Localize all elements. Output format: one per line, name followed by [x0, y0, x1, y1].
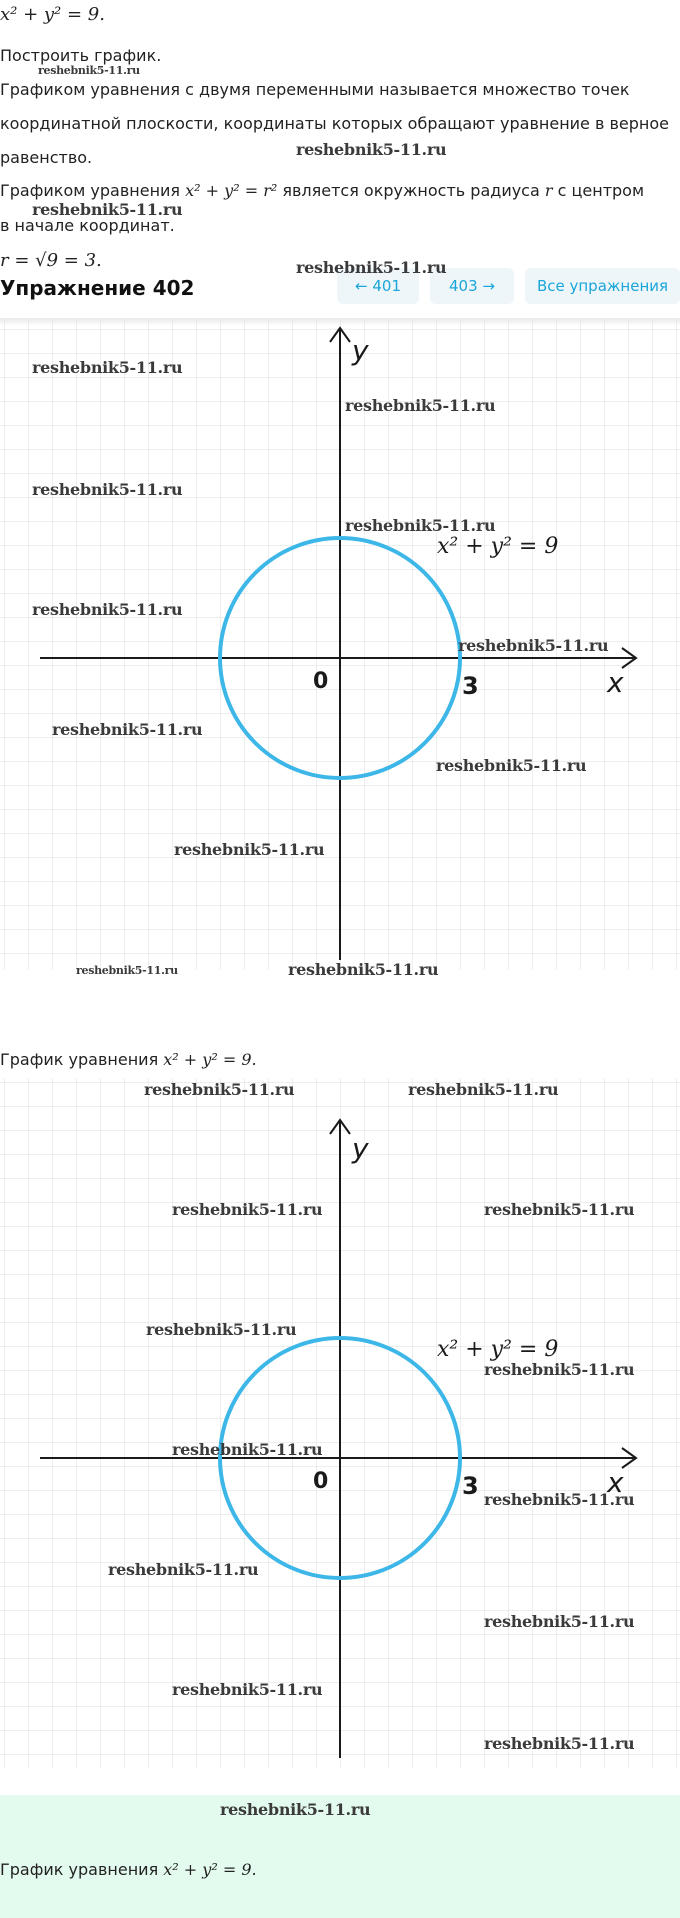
watermark: reshebnik5-11.ru [32, 480, 183, 499]
tick-label-3: 3 [462, 1472, 479, 1500]
watermark: reshebnik5-11.ru [146, 1320, 297, 1339]
definition-line-1: Графиком уравнения с двумя переменными называется множество точек [0, 80, 630, 99]
caption-2-prefix: График уравнения [0, 1860, 164, 1879]
watermark: reshebnik5-11.ru [38, 64, 140, 77]
watermark: reshebnik5-11.ru [172, 1440, 323, 1459]
watermark: reshebnik5-11.ru [408, 1080, 559, 1099]
origin-label: 0 [313, 1469, 329, 1494]
watermark: reshebnik5-11.ru [144, 1080, 295, 1099]
tick-label-3: 3 [462, 672, 479, 700]
watermark: reshebnik5-11.ru [484, 1490, 635, 1509]
caption-1-prefix: График уравнения [0, 1050, 164, 1069]
x-axis-label: x [607, 666, 624, 699]
circle-line-prefix: Графиком уравнения [0, 181, 186, 200]
circle-line-equation: x² + y² = r² [185, 181, 278, 200]
watermark: reshebnik5-11.ru [32, 200, 183, 219]
watermark: reshebnik5-11.ru [345, 396, 496, 415]
circle-definition-line-2: в начале координат. [0, 216, 175, 235]
watermark: reshebnik5-11.ru [32, 600, 183, 619]
watermark: reshebnik5-11.ru [296, 258, 447, 277]
watermark: reshebnik5-11.ru [32, 358, 183, 377]
circle-equation-label: x² + y² = 9 [437, 1337, 559, 1362]
watermark: reshebnik5-11.ru [436, 756, 587, 775]
watermark: reshebnik5-11.ru [76, 964, 178, 977]
x-axis-label: x [607, 1466, 624, 1499]
exercise-title: Упражнение 402 [0, 276, 195, 300]
next-exercise-button[interactable]: 403 → [430, 268, 514, 304]
prev-exercise-button[interactable]: ← 401 [337, 268, 419, 304]
definition-line-2: координатной плоскости, координаты которых обращают уравнение в верное [0, 114, 670, 133]
equation-line: x² + y² = 9. [0, 4, 105, 25]
watermark: reshebnik5-11.ru [172, 1680, 323, 1699]
watermark: reshebnik5-11.ru [345, 516, 496, 535]
watermark: reshebnik5-11.ru [172, 1200, 323, 1219]
circle-definition-line [0, 181, 644, 200]
circle-line-mid: является окружность радиуса [277, 181, 545, 200]
watermark: reshebnik5-11.ru [484, 1360, 635, 1379]
circle-line-suffix: с центром [552, 181, 645, 200]
all-exercises-button[interactable]: Все упражнения [525, 268, 680, 304]
y-axis-label: y [352, 1132, 369, 1165]
watermark: reshebnik5-11.ru [484, 1734, 635, 1753]
radius-line: r = √9 = 3. [0, 250, 102, 271]
caption-1 [0, 1050, 257, 1069]
caption-2 [0, 1860, 257, 1879]
caption-1-equation: x² + y² = 9. [163, 1050, 257, 1069]
circle-line-r: r [544, 181, 553, 200]
watermark: reshebnik5-11.ru [52, 720, 203, 739]
origin-label: 0 [313, 669, 329, 694]
watermark: reshebnik5-11.ru [108, 1560, 259, 1579]
watermark: reshebnik5-11.ru [296, 140, 447, 159]
graph-2 [0, 1078, 680, 1768]
watermark: reshebnik5-11.ru [484, 1612, 635, 1631]
y-axis-label: y [352, 334, 369, 367]
task-text: Построить график. [0, 46, 162, 65]
caption-2-equation: x² + y² = 9. [163, 1860, 257, 1879]
circle-equation-label: x² + y² = 9 [437, 534, 559, 559]
watermark: reshebnik5-11.ru [220, 1800, 371, 1819]
watermark: reshebnik5-11.ru [484, 1200, 635, 1219]
watermark: reshebnik5-11.ru [458, 636, 609, 655]
watermark: reshebnik5-11.ru [288, 960, 439, 979]
definition-line-3: равенство. [0, 148, 93, 167]
watermark: reshebnik5-11.ru [174, 840, 325, 859]
